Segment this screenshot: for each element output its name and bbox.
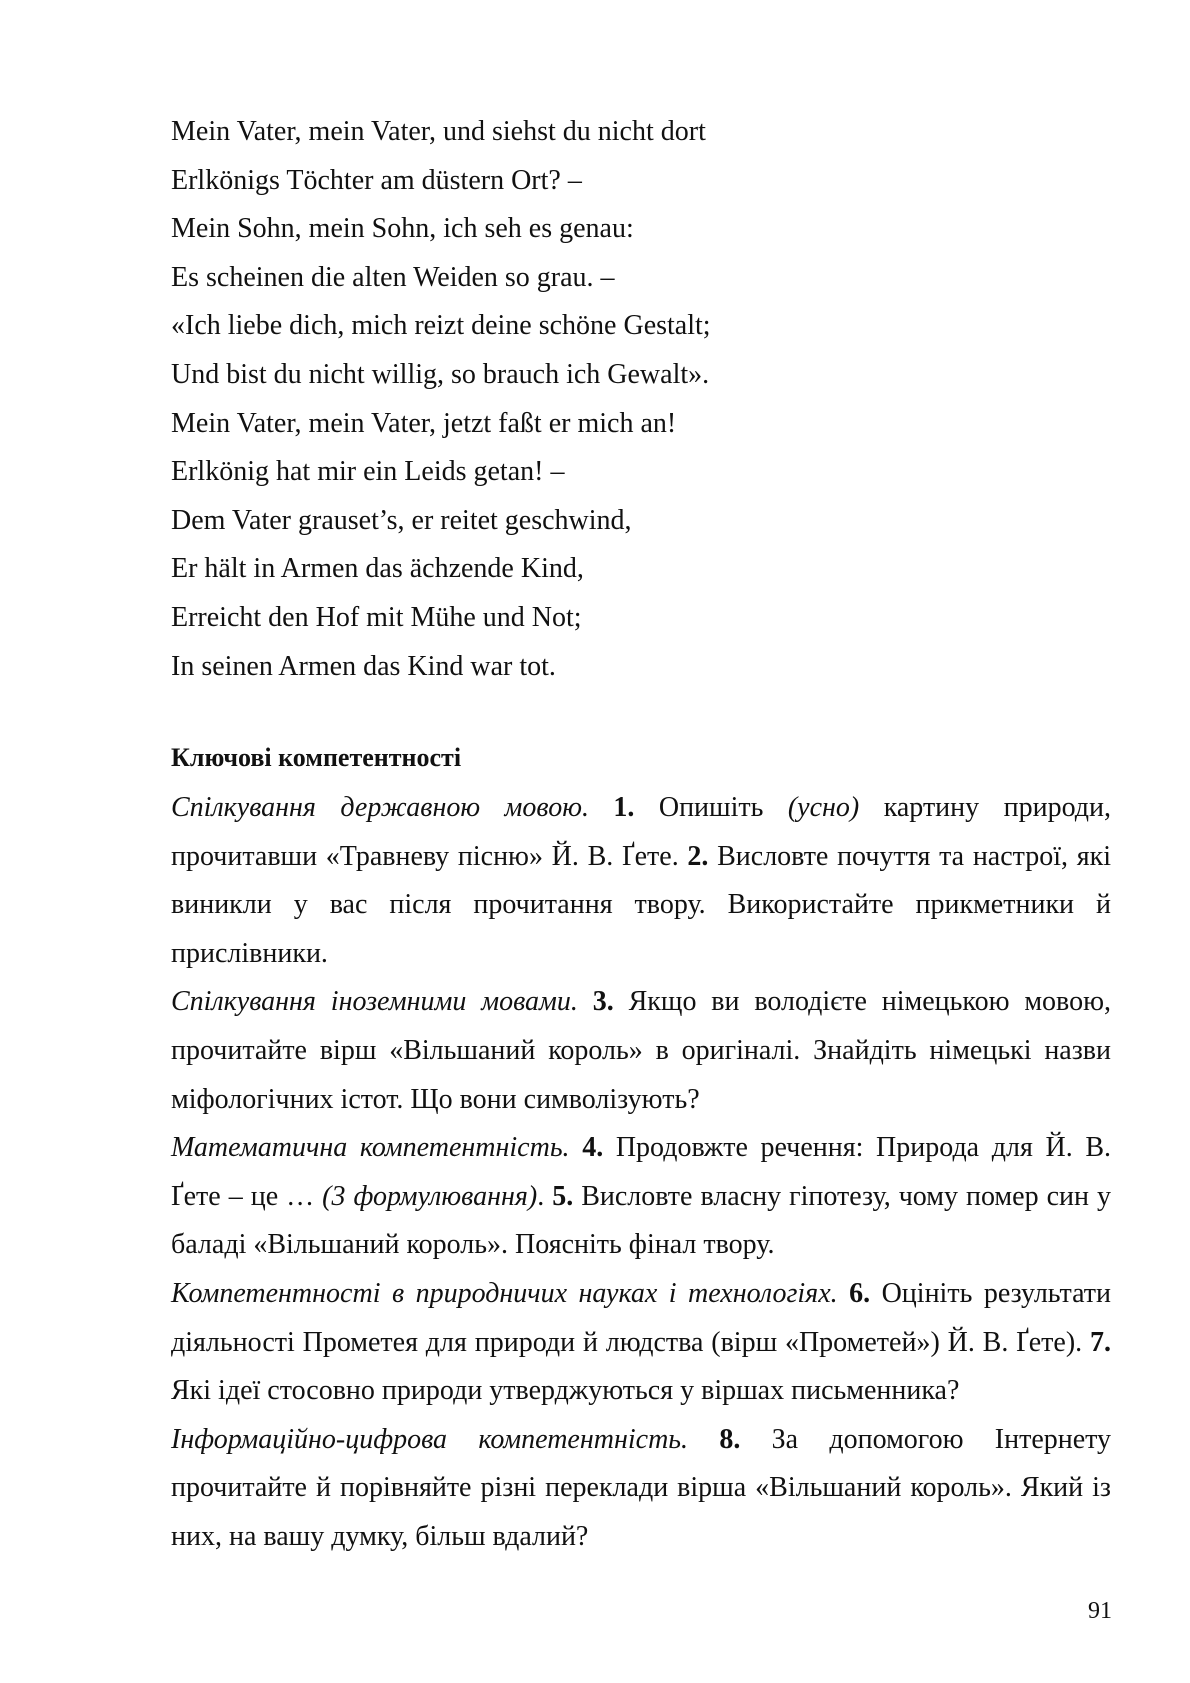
task-text: Висловте власну гіпотезу, чому помер син у баладі «Вільшаний король». Поясніть фінал твору. xyxy=(171,1180,1111,1261)
competence-label: Спілкування іноземними мовами. xyxy=(171,986,578,1018)
task-paragraph-foreign-languages xyxy=(171,978,1111,1124)
task-number: 2. xyxy=(687,840,709,872)
task-number: 6. xyxy=(849,1277,871,1309)
competence-label: Компетентності в природничих науках і технологіях. xyxy=(171,1277,838,1309)
task-paragraph-state-language xyxy=(171,784,1111,978)
competence-label: Інформаційно-цифрова компетентність. xyxy=(171,1423,689,1455)
task-note: (усно) xyxy=(787,792,860,823)
poem-line: Erlkönigs Töchter am düstern Ort? – xyxy=(171,164,582,196)
poem-line: «Ich liebe dich, mich reizt deine schöne Gestalt; xyxy=(171,310,711,342)
task-text: За допомогою Інтернету прочитайте й порівняйте різні переклади вірша «Вільшаний король». Який із них, на вашу думку, більш вдалий? xyxy=(171,1423,1112,1552)
task-text: Висловте почуття та настрої, які виникли у вас після прочитання твору. Використайте прикметники й прислівники. xyxy=(171,840,1111,969)
poem-line: Mein Vater, mein Vater, und siehst du nicht dort xyxy=(171,116,706,147)
task-paragraph-science xyxy=(171,1270,1111,1416)
competence-label: Спілкування державною мовою. xyxy=(171,792,589,823)
section-heading: Ключові компетентності xyxy=(171,743,462,772)
competence-label: Математична компетентність. xyxy=(171,1132,570,1164)
page-number: 91 xyxy=(1088,1598,1112,1624)
poem-line: Mein Sohn, mein Sohn, ich seh es genau: xyxy=(171,213,634,245)
task-number: 3. xyxy=(592,986,614,1018)
task-text: Якщо ви володієте німецькою мовою, прочитайте вірш «Вільшаний король» в оригіналі. Знайдіть німецькі назви міфологічних істот. Що вони символізують? xyxy=(171,986,1111,1115)
task-number: 7. xyxy=(1090,1326,1111,1358)
poem-line: Es scheinen die alten Weiden so grau. – xyxy=(171,261,615,293)
task-number: 5. xyxy=(552,1180,574,1212)
poem-line: Und bist du nicht willig, so brauch ich Gewalt». xyxy=(171,358,710,390)
poem-line: Erlkönig hat mir ein Leids getan! – xyxy=(171,456,565,488)
poem-block xyxy=(171,108,1051,691)
task-paragraph-math xyxy=(171,1124,1111,1270)
task-number: 8. xyxy=(719,1423,741,1455)
task-number: 4. xyxy=(582,1132,604,1164)
task-text: Оцініть результати діяльності Прометея для природи й людства (вірш «Прометей») Й. В. Ґете). xyxy=(171,1277,1112,1358)
task-text: картину природи, прочитавши «Травневу пісню» Й. В. Ґете. xyxy=(171,792,1111,872)
task-text: Опишіть xyxy=(634,792,788,823)
task-paragraph-digital xyxy=(171,1416,1111,1562)
task-note: (3 формулювання) xyxy=(322,1180,538,1212)
task-text: Продовжте речення: Природа для Й. В. Ґете – це … xyxy=(171,1132,1111,1212)
poem-line: Dem Vater grauset’s, er reitet geschwind, xyxy=(171,504,632,536)
poem-line: Erreicht den Hof mit Mühe und Not; xyxy=(171,601,582,633)
task-text: Які ідеї стосовно природи утверджуються у віршах письменника? xyxy=(171,1375,960,1407)
task-number: 1. xyxy=(613,792,635,823)
poem-line: Mein Vater, mein Vater, jetzt faßt er mich an! xyxy=(171,407,677,439)
poem-line: Er hält in Armen das ächzende Kind, xyxy=(171,553,584,585)
competences-section xyxy=(171,738,1111,1562)
poem-line: In seinen Armen das Kind war tot. xyxy=(171,650,556,682)
task-text: . xyxy=(537,1180,553,1212)
